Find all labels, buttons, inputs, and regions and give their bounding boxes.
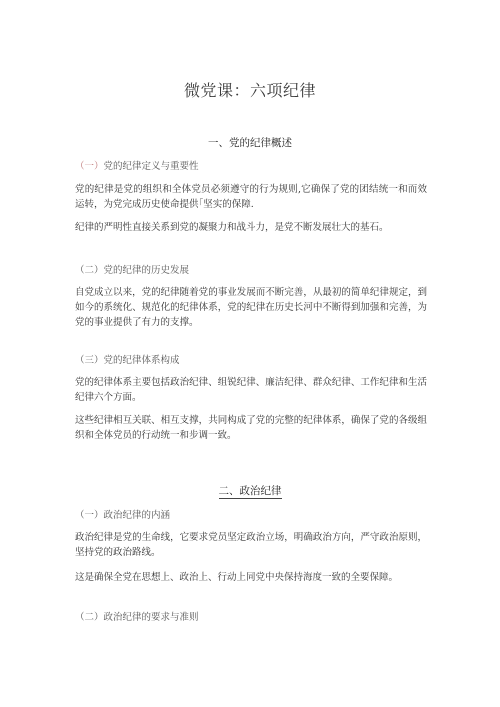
subheading-requirements: （二）政治纪律的要求与准则: [75, 612, 199, 623]
subheading-connotation: （一）政治纪律的内涵: [75, 510, 171, 521]
paragraph: 自党成立以来，党的纪律随着党的事业发展而不断完善，从最初的简单纪律规定，到如今的系统化、规范化的纪律体系，党的纪律在历史长河中不断得到加强和完善，为党的事业提供了有力的支撑。: [75, 287, 427, 328]
paragraph: 党的纪律是党的组织和全体党员必须遵守的行为规则,它确保了党的团结统一和而效运转，为党完成历史使命提供｢坚实的保障.: [75, 184, 427, 210]
subheading-history: （二）党的纪律的历史发展: [75, 265, 190, 276]
subheading-number: （一）: [75, 161, 104, 172]
section-heading-overview: 一、党的纪律概述: [208, 137, 292, 149]
section-heading-political: [0, 483, 500, 498]
paragraph: 这些纪律相互关联、相互支撑，共同构成了党的完整的纪律体系，确保了党的各级组织和全体党员的行动统一和步调一致。: [75, 415, 427, 441]
paragraph: 党的纪律体系主要包括政治纪律、组锐纪律、廉洁纪律、群众纪律、工作纪律和生活纪律六个方面。: [75, 377, 427, 403]
paragraph: 纪律的严明性直接关系到党的凝聚力和战斗力，是党不断发展壮大的基石。: [75, 222, 389, 233]
paragraph: 这是确保全党在思想上、政治上、行动上同党中央保持海度一致的全要保障。: [75, 572, 399, 583]
subheading-label: 党的纪律定义与重要性: [103, 161, 199, 172]
subheading-definition: [75, 158, 199, 172]
section-heading-text: 二、政治纪律: [218, 485, 282, 497]
paragraph: 政治纪律是党的生命线，它要求党员坚定政治立场，明确政治方向，严守政治原则，坚持党的政治路线。: [75, 532, 427, 558]
document-title: 微党课：六项纪律: [183, 81, 316, 100]
subheading-system: （三）党的纪律体系构成: [75, 355, 180, 366]
